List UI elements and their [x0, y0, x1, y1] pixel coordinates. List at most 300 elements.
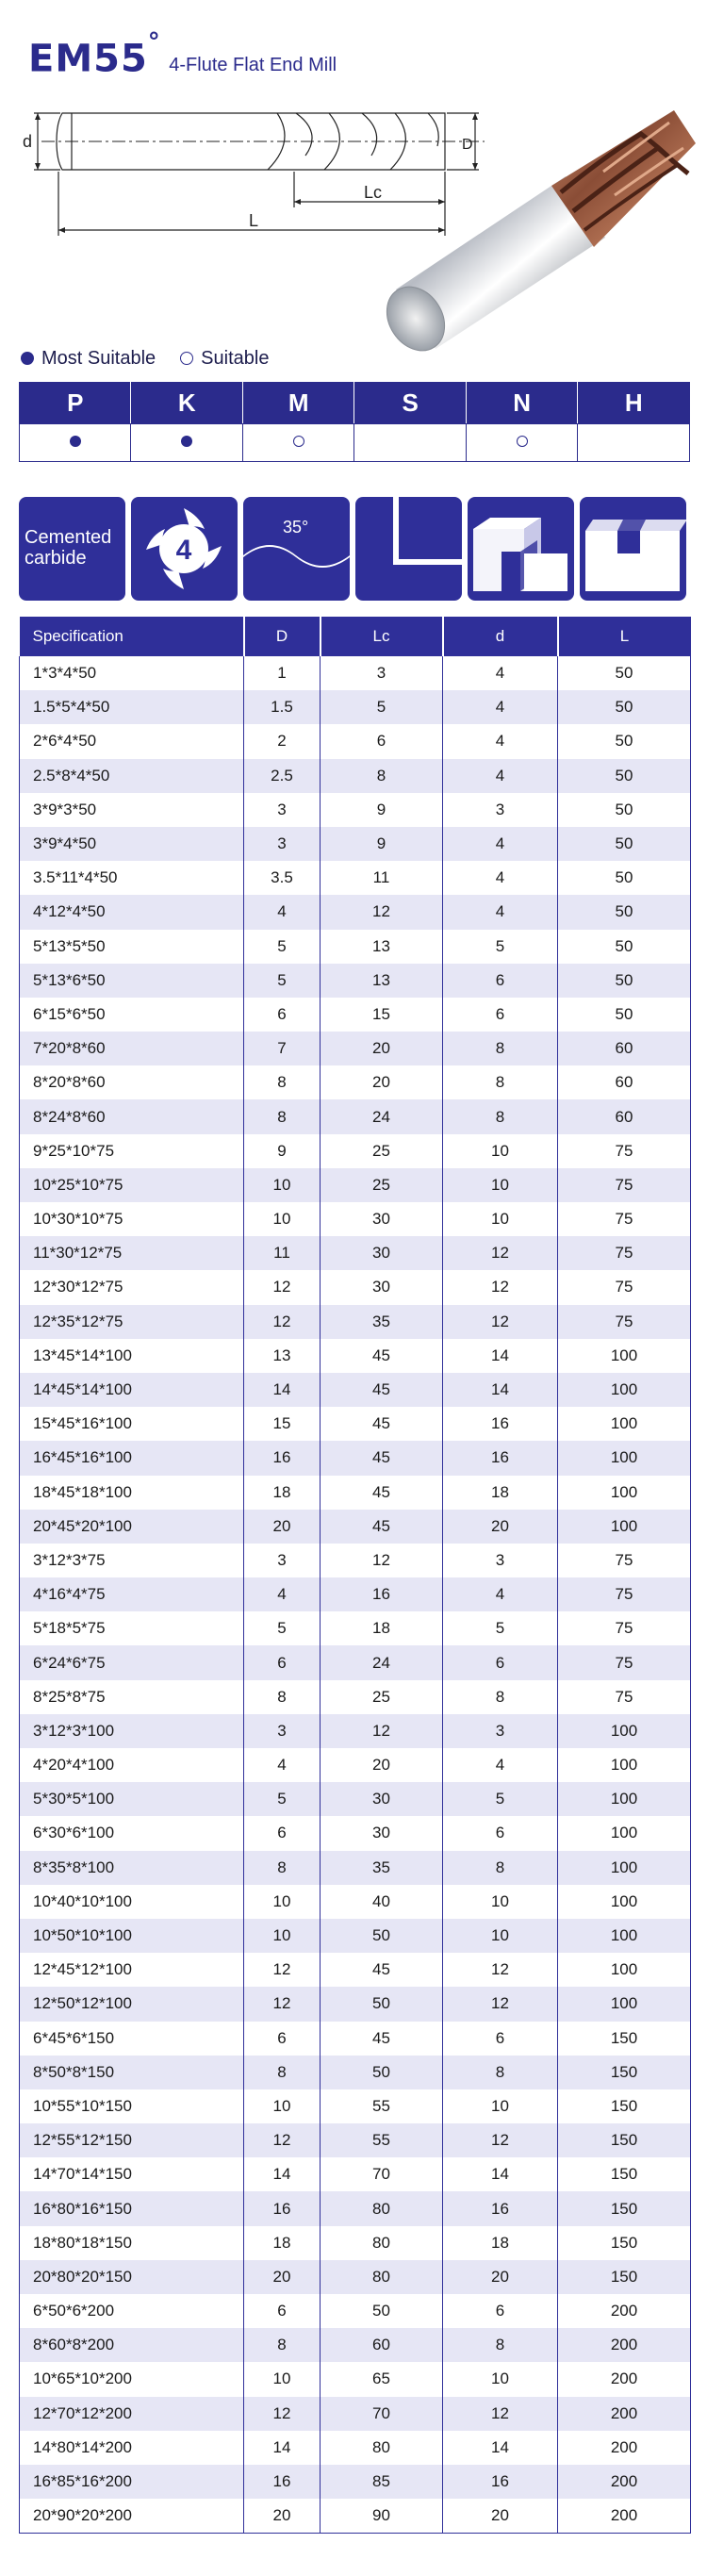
table-cell: 18*80*18*150 — [20, 2226, 244, 2260]
table-cell: 60 — [321, 2328, 443, 2362]
tile-flute-count — [131, 497, 238, 601]
table-cell: 6*15*6*50 — [20, 998, 244, 1032]
table-cell: 45 — [321, 1339, 443, 1373]
table-cell: 1*3*4*50 — [20, 656, 244, 690]
table-cell: 200 — [558, 2362, 691, 2396]
table-cell: 10 — [244, 2089, 321, 2123]
table-cell: 100 — [558, 1441, 691, 1475]
table-cell: 16*85*16*200 — [20, 2465, 244, 2499]
open-dot-icon — [293, 436, 304, 447]
table-cell: 9 — [244, 1134, 321, 1168]
table-cell: 11*30*12*75 — [20, 1236, 244, 1270]
table-cell: 4 — [244, 1748, 321, 1782]
table-cell: 4 — [443, 827, 558, 861]
table-cell: 8*20*8*60 — [20, 1065, 244, 1099]
column-header-d: d — [443, 617, 558, 656]
table-cell: 100 — [558, 1476, 691, 1510]
filled-dot-icon — [181, 436, 192, 447]
table-cell: 10 — [244, 2362, 321, 2396]
table-cell: 12*35*12*75 — [20, 1305, 244, 1339]
table-cell: 25 — [321, 1680, 443, 1714]
material-rating-p — [20, 424, 131, 462]
table-cell: 75 — [558, 1611, 691, 1645]
table-row — [20, 1099, 691, 1133]
table-cell: 8 — [443, 2328, 558, 2362]
table-cell: 45 — [321, 1441, 443, 1475]
label-Lc: Lc — [364, 183, 383, 202]
table-cell: 16 — [244, 1441, 321, 1475]
table-row — [20, 1919, 691, 1953]
table-cell: 6 — [443, 2022, 558, 2056]
table-cell: 75 — [558, 1305, 691, 1339]
table-cell: 9 — [321, 827, 443, 861]
table-cell: 35 — [321, 1851, 443, 1885]
table-cell: 150 — [558, 2123, 691, 2157]
table-cell: 6 — [321, 724, 443, 758]
table-cell: 3 — [244, 1714, 321, 1748]
tile-slot-milling — [580, 497, 686, 601]
table-cell: 50 — [321, 2056, 443, 2089]
table-cell: 25 — [321, 1134, 443, 1168]
table-row — [20, 964, 691, 998]
table-row — [20, 895, 691, 929]
table-row — [20, 2499, 691, 2533]
table-cell: 14*70*14*150 — [20, 2157, 244, 2191]
table-cell: 10 — [443, 1885, 558, 1919]
table-cell: 50 — [321, 1919, 443, 1953]
table-row — [20, 1851, 691, 1885]
table-cell: 3.5 — [244, 861, 321, 895]
table-cell: 50 — [558, 964, 691, 998]
table-cell: 5*13*6*50 — [20, 964, 244, 998]
material-suitability-table — [19, 382, 690, 462]
table-cell: 13*45*14*100 — [20, 1339, 244, 1373]
table-cell: 30 — [321, 1816, 443, 1850]
table-cell: 11 — [244, 1236, 321, 1270]
table-cell: 6 — [244, 1816, 321, 1850]
table-row — [20, 1134, 691, 1168]
table-cell: 4*12*4*50 — [20, 895, 244, 929]
table-cell: 30 — [321, 1202, 443, 1236]
table-row — [20, 1680, 691, 1714]
table-cell: 3 — [443, 793, 558, 827]
table-cell: 6*50*6*200 — [20, 2294, 244, 2328]
table-row — [20, 1510, 691, 1544]
tile-shoulder-milling — [468, 497, 574, 601]
table-cell: 80 — [321, 2260, 443, 2294]
table-cell: 200 — [558, 2431, 691, 2465]
table-row — [20, 1611, 691, 1645]
table-cell: 1.5*5*4*50 — [20, 690, 244, 724]
table-cell: 8 — [443, 1851, 558, 1885]
table-cell: 16*80*16*150 — [20, 2191, 244, 2225]
column-header-d: D — [244, 617, 321, 656]
table-cell: 12 — [244, 1953, 321, 1987]
table-cell: 16 — [244, 2465, 321, 2499]
flute-count-label: 4 — [175, 535, 192, 566]
table-cell: 150 — [558, 2157, 691, 2191]
table-row — [20, 656, 691, 690]
table-cell: 100 — [558, 1919, 691, 1953]
table-cell: 150 — [558, 2226, 691, 2260]
table-cell: 7 — [244, 1032, 321, 1065]
table-cell: 6 — [443, 998, 558, 1032]
table-cell: 20 — [321, 1065, 443, 1099]
column-header-specification: Specification — [20, 617, 244, 656]
table-cell: 6 — [244, 2294, 321, 2328]
table-cell: 75 — [558, 1645, 691, 1679]
table-cell: 8 — [443, 1065, 558, 1099]
table-cell: 3 — [244, 793, 321, 827]
material-rating-n — [466, 424, 577, 462]
table-cell: 50 — [558, 656, 691, 690]
table-cell: 55 — [321, 2089, 443, 2123]
table-cell: 20 — [321, 1748, 443, 1782]
table-cell: 6 — [244, 2022, 321, 2056]
table-cell: 12 — [443, 2123, 558, 2157]
table-cell: 18 — [321, 1611, 443, 1645]
table-row — [20, 1032, 691, 1065]
table-cell: 10*55*10*150 — [20, 2089, 244, 2123]
slot-milling-icon — [580, 497, 686, 601]
helix-angle-label: 35° — [283, 518, 309, 537]
table-cell: 90 — [321, 2499, 443, 2533]
table-row — [20, 1270, 691, 1304]
table-cell: 3 — [321, 656, 443, 690]
table-cell: 55 — [321, 2123, 443, 2157]
table-row — [20, 1407, 691, 1441]
table-cell: 12 — [244, 1270, 321, 1304]
table-row — [20, 2362, 691, 2396]
table-cell: 8*25*8*75 — [20, 1680, 244, 1714]
table-cell: 10 — [443, 1919, 558, 1953]
tile-material-line2: carbide — [25, 548, 87, 569]
legend-suitable-label: Suitable — [201, 347, 270, 369]
table-cell: 4 — [443, 656, 558, 690]
table-cell: 8 — [443, 1680, 558, 1714]
tile-flat-end — [355, 497, 462, 601]
table-cell: 70 — [321, 2157, 443, 2191]
label-d: d — [23, 132, 33, 151]
table-cell: 4 — [244, 1577, 321, 1611]
table-row — [20, 1577, 691, 1611]
table-cell: 14*45*14*100 — [20, 1373, 244, 1407]
table-cell: 100 — [558, 1953, 691, 1987]
table-row — [20, 998, 691, 1032]
product-header — [28, 28, 337, 92]
table-cell: 30 — [321, 1236, 443, 1270]
suitability-legend — [21, 345, 269, 372]
table-cell: 50 — [558, 861, 691, 895]
table-cell: 20 — [443, 1510, 558, 1544]
table-cell: 4 — [443, 895, 558, 929]
table-cell: 14 — [443, 1339, 558, 1373]
table-cell: 8 — [321, 759, 443, 793]
table-cell: 3 — [244, 827, 321, 861]
table-cell: 12 — [321, 895, 443, 929]
table-row — [20, 2191, 691, 2225]
table-row — [20, 930, 691, 964]
table-cell: 60 — [558, 1032, 691, 1065]
table-cell: 18*45*18*100 — [20, 1476, 244, 1510]
table-cell: 10*30*10*75 — [20, 1202, 244, 1236]
table-cell: 200 — [558, 2397, 691, 2431]
table-cell: 100 — [558, 1782, 691, 1816]
table-cell: 16 — [443, 1407, 558, 1441]
table-cell: 10 — [244, 1202, 321, 1236]
table-cell: 12 — [443, 1270, 558, 1304]
table-cell: 6 — [443, 964, 558, 998]
material-header-h: H — [578, 383, 690, 424]
table-cell: 12 — [244, 2397, 321, 2431]
table-cell: 12 — [443, 1953, 558, 1987]
table-cell: 20 — [321, 1032, 443, 1065]
table-cell: 200 — [558, 2294, 691, 2328]
table-cell: 45 — [321, 1476, 443, 1510]
table-cell: 16 — [244, 2191, 321, 2225]
table-cell: 16*45*16*100 — [20, 1441, 244, 1475]
table-cell: 8 — [443, 2056, 558, 2089]
table-cell: 18 — [443, 1476, 558, 1510]
table-cell: 100 — [558, 1373, 691, 1407]
table-cell: 8*50*8*150 — [20, 2056, 244, 2089]
table-cell: 4 — [244, 895, 321, 929]
table-cell: 75 — [558, 1134, 691, 1168]
table-cell: 150 — [558, 2260, 691, 2294]
table-row — [20, 1544, 691, 1577]
table-cell: 25 — [321, 1168, 443, 1202]
table-cell: 12 — [443, 1236, 558, 1270]
table-cell: 100 — [558, 1407, 691, 1441]
table-row — [20, 1714, 691, 1748]
table-cell: 13 — [321, 964, 443, 998]
specification-table — [19, 617, 691, 2534]
table-cell: 75 — [558, 1577, 691, 1611]
table-row — [20, 724, 691, 758]
table-cell: 10 — [443, 2089, 558, 2123]
table-cell: 14 — [244, 1373, 321, 1407]
table-cell: 50 — [558, 724, 691, 758]
material-header-s: S — [354, 383, 466, 424]
table-cell: 85 — [321, 2465, 443, 2499]
table-cell: 12*50*12*100 — [20, 1987, 244, 2021]
table-cell: 50 — [321, 2294, 443, 2328]
table-cell: 12 — [443, 1987, 558, 2021]
filled-dot-icon — [70, 436, 81, 447]
table-cell: 20 — [443, 2260, 558, 2294]
table-cell: 3*12*3*100 — [20, 1714, 244, 1748]
table-cell: 75 — [558, 1544, 691, 1577]
table-cell: 8 — [244, 2056, 321, 2089]
open-dot-icon — [517, 436, 528, 447]
table-cell: 6*45*6*150 — [20, 2022, 244, 2056]
table-cell: 2.5 — [244, 759, 321, 793]
table-cell: 13 — [244, 1339, 321, 1373]
tile-material-line1: Cemented — [25, 527, 112, 548]
table-cell: 50 — [558, 759, 691, 793]
table-cell: 12*70*12*200 — [20, 2397, 244, 2431]
table-row — [20, 2397, 691, 2431]
table-cell: 5*18*5*75 — [20, 1611, 244, 1645]
table-row — [20, 861, 691, 895]
table-row — [20, 1782, 691, 1816]
table-cell: 4 — [443, 759, 558, 793]
table-cell: 10 — [244, 1885, 321, 1919]
table-cell: 6*24*6*75 — [20, 1645, 244, 1679]
table-cell: 10*65*10*200 — [20, 2362, 244, 2396]
table-cell: 8*60*8*200 — [20, 2328, 244, 2362]
table-cell: 20 — [244, 1510, 321, 1544]
table-cell: 13 — [321, 930, 443, 964]
table-cell: 8 — [244, 1680, 321, 1714]
table-cell: 50 — [558, 998, 691, 1032]
open-dot-icon — [180, 352, 193, 365]
table-cell: 5*13*5*50 — [20, 930, 244, 964]
material-rating-m — [242, 424, 354, 462]
table-row — [20, 1305, 691, 1339]
table-cell: 100 — [558, 1885, 691, 1919]
table-cell: 18 — [443, 2226, 558, 2260]
table-cell: 10 — [443, 1134, 558, 1168]
table-cell: 14 — [443, 2157, 558, 2191]
feature-tiles — [19, 497, 690, 601]
table-row — [20, 2465, 691, 2499]
table-cell: 24 — [321, 1099, 443, 1133]
table-row — [20, 2226, 691, 2260]
column-header-l: L — [558, 617, 691, 656]
tile-helix-angle — [243, 497, 350, 601]
flat-end-icon — [355, 497, 462, 601]
table-row — [20, 759, 691, 793]
table-cell: 10 — [244, 1168, 321, 1202]
table-cell: 14 — [443, 2431, 558, 2465]
table-cell: 12 — [244, 2123, 321, 2157]
table-cell: 3 — [443, 1714, 558, 1748]
table-cell: 75 — [558, 1270, 691, 1304]
table-cell: 1 — [244, 656, 321, 690]
table-row — [20, 1202, 691, 1236]
table-cell: 20*80*20*150 — [20, 2260, 244, 2294]
material-rating-k — [131, 424, 242, 462]
table-cell: 10*40*10*100 — [20, 1885, 244, 1919]
material-header-k: K — [131, 383, 242, 424]
table-cell: 4 — [443, 724, 558, 758]
table-row — [20, 1748, 691, 1782]
table-cell: 150 — [558, 2022, 691, 2056]
table-row — [20, 1339, 691, 1373]
table-cell: 45 — [321, 1510, 443, 1544]
table-cell: 7*20*8*60 — [20, 1032, 244, 1065]
table-cell: 6 — [443, 2294, 558, 2328]
table-cell: 75 — [558, 1168, 691, 1202]
table-row — [20, 1645, 691, 1679]
tile-cemented-carbide — [19, 497, 125, 601]
legend-most-suitable-label: Most Suitable — [41, 347, 156, 369]
table-row — [20, 2431, 691, 2465]
table-row — [20, 1953, 691, 1987]
table-row — [20, 827, 691, 861]
table-cell: 5 — [321, 690, 443, 724]
table-cell: 9*25*10*75 — [20, 1134, 244, 1168]
table-cell: 50 — [558, 895, 691, 929]
table-row — [20, 1168, 691, 1202]
table-cell: 12*45*12*100 — [20, 1953, 244, 1987]
table-cell: 10 — [443, 2362, 558, 2396]
table-row — [20, 2328, 691, 2362]
end-mill-image — [358, 106, 698, 365]
table-row — [20, 2022, 691, 2056]
table-row — [20, 2294, 691, 2328]
table-cell: 100 — [558, 1748, 691, 1782]
table-cell: 8 — [443, 1032, 558, 1065]
table-cell: 100 — [558, 1510, 691, 1544]
table-cell: 35 — [321, 1305, 443, 1339]
table-cell: 50 — [321, 1987, 443, 2021]
legend-suitable — [180, 348, 269, 370]
label-L: L — [249, 211, 259, 230]
table-cell: 100 — [558, 1339, 691, 1373]
table-cell: 6 — [443, 1645, 558, 1679]
table-cell: 16 — [443, 2465, 558, 2499]
table-cell: 5 — [244, 930, 321, 964]
table-cell: 3*9*3*50 — [20, 793, 244, 827]
table-cell: 20 — [443, 2499, 558, 2533]
table-row — [20, 1441, 691, 1475]
table-cell: 15*45*16*100 — [20, 1407, 244, 1441]
table-cell: 50 — [558, 930, 691, 964]
table-cell: 10*25*10*75 — [20, 1168, 244, 1202]
table-cell: 14*80*14*200 — [20, 2431, 244, 2465]
table-cell: 60 — [558, 1065, 691, 1099]
table-cell: 150 — [558, 2089, 691, 2123]
table-cell: 16 — [443, 1441, 558, 1475]
table-cell: 30 — [321, 1782, 443, 1816]
table-cell: 20 — [244, 2499, 321, 2533]
table-cell: 100 — [558, 1816, 691, 1850]
table-cell: 10 — [244, 1919, 321, 1953]
table-cell: 200 — [558, 2328, 691, 2362]
material-header-n: N — [466, 383, 577, 424]
table-cell: 8*35*8*100 — [20, 1851, 244, 1885]
table-cell: 50 — [558, 827, 691, 861]
table-cell: 80 — [321, 2226, 443, 2260]
table-cell: 4 — [443, 861, 558, 895]
shoulder-milling-icon — [468, 497, 574, 601]
table-cell: 20*45*20*100 — [20, 1510, 244, 1544]
legend-most-suitable — [21, 348, 156, 370]
material-rating-s — [354, 424, 466, 462]
table-cell: 45 — [321, 1373, 443, 1407]
four-flute-icon — [131, 497, 238, 601]
table-cell: 2*6*4*50 — [20, 724, 244, 758]
table-cell: 16 — [321, 1577, 443, 1611]
table-cell: 5 — [443, 1611, 558, 1645]
table-cell: 4 — [443, 1748, 558, 1782]
table-cell: 150 — [558, 2191, 691, 2225]
table-cell: 200 — [558, 2465, 691, 2499]
table-row — [20, 793, 691, 827]
material-header-m: M — [242, 383, 354, 424]
product-subtitle: 4-Flute Flat End Mill — [169, 55, 337, 76]
table-cell: 15 — [321, 998, 443, 1032]
table-cell: 12 — [321, 1544, 443, 1577]
table-cell: 45 — [321, 2022, 443, 2056]
table-cell: 1.5 — [244, 690, 321, 724]
table-row — [20, 2123, 691, 2157]
table-row — [20, 1987, 691, 2021]
table-row — [20, 1885, 691, 1919]
table-cell: 12*55*12*150 — [20, 2123, 244, 2157]
